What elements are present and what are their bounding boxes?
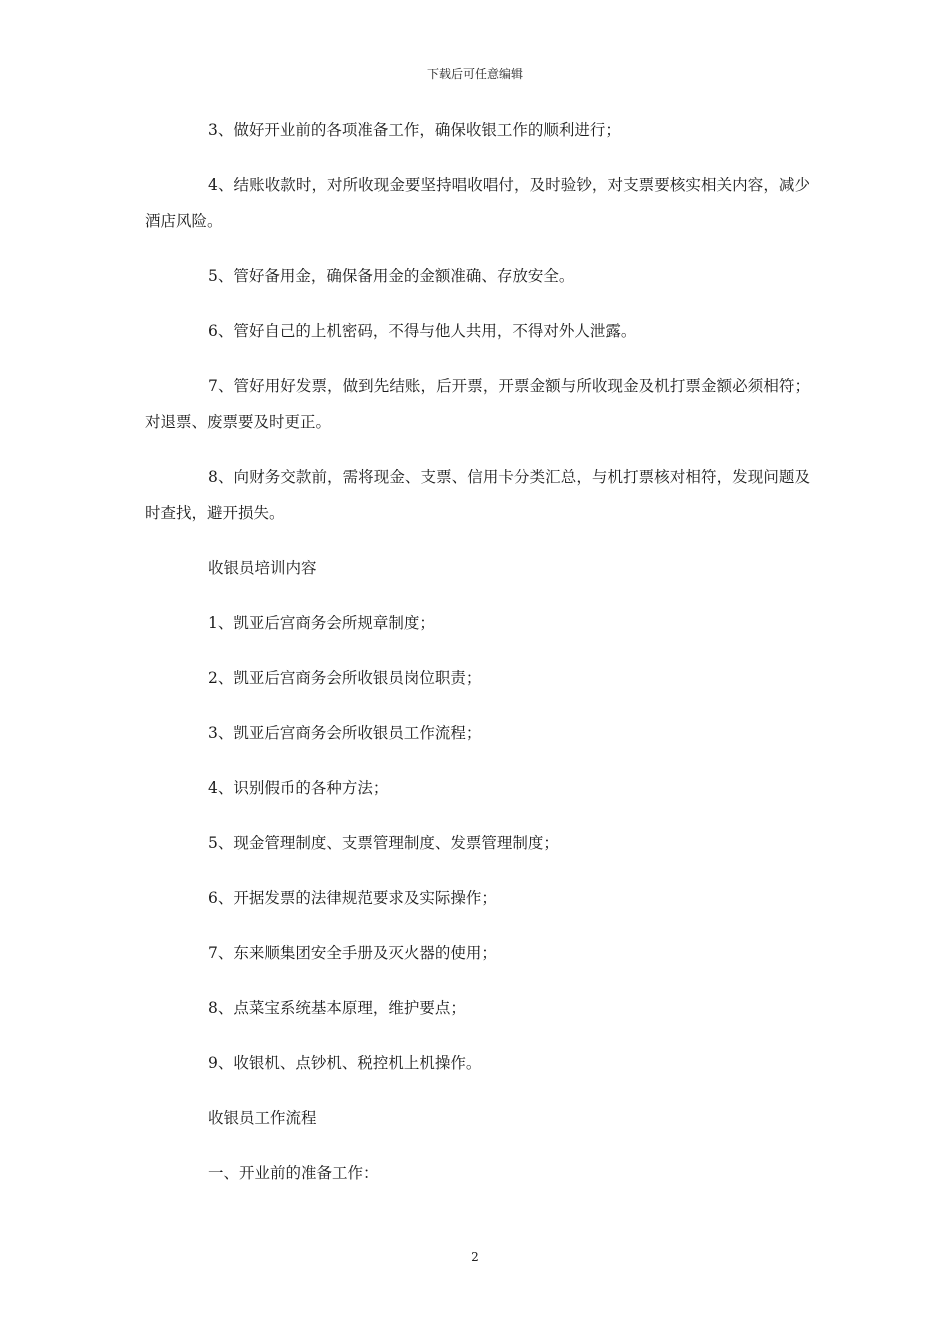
paragraph: 7、管好用好发票，做到先结账，后开票，开票金额与所收现金及机打票金额必须相符；对退票、废票要及时更正。 [145,377,810,431]
list-item: 8、点菜宝系统基本原理，维护要点； [208,999,466,1017]
paragraph: 3、做好开业前的各项准备工作，确保收银工作的顺利进行； [208,121,621,139]
list-item: 9、收银机、点钞机、税控机上机操作。 [208,1054,482,1072]
list-item: 4、识别假币的各种方法； [208,779,389,797]
section-heading: 收银员培训内容 [208,559,317,577]
list-item: 3、凯亚后宫商务会所收银员工作流程； [208,724,482,742]
page-header: 下载后可任意编辑 [426,67,523,81]
section-heading: 收银员工作流程 [208,1109,317,1127]
list-item: 2、凯亚后宫商务会所收银员岗位职责； [208,669,482,687]
list-item: 5、现金管理制度、支票管理制度、发票管理制度； [208,834,559,852]
paragraph: 5、管好备用金，确保备用金的金额准确、存放安全。 [208,267,575,285]
list-item: 7、东来顺集团安全手册及灭火器的使用； [208,944,497,962]
subsection-heading: 一、开业前的准备工作： [208,1164,379,1182]
paragraph: 4、结账收款时，对所收现金要坚持唱收唱付，及时验钞，对支票要核实相关内容，减少酒店风险。 [145,176,810,230]
paragraph: 8、向财务交款前，需将现金、支票、信用卡分类汇总，与机打票核对相符，发现问题及时查找，避开损失。 [145,468,810,522]
document-body [145,112,810,1210]
list-item: 1、凯亚后宫商务会所规章制度； [208,614,435,632]
paragraph: 6、管好自己的上机密码，不得与他人共用，不得对外人泄露。 [208,322,637,340]
list-item: 6、开据发票的法律规范要求及实际操作； [208,889,497,907]
page-number: 2 [471,1250,479,1264]
